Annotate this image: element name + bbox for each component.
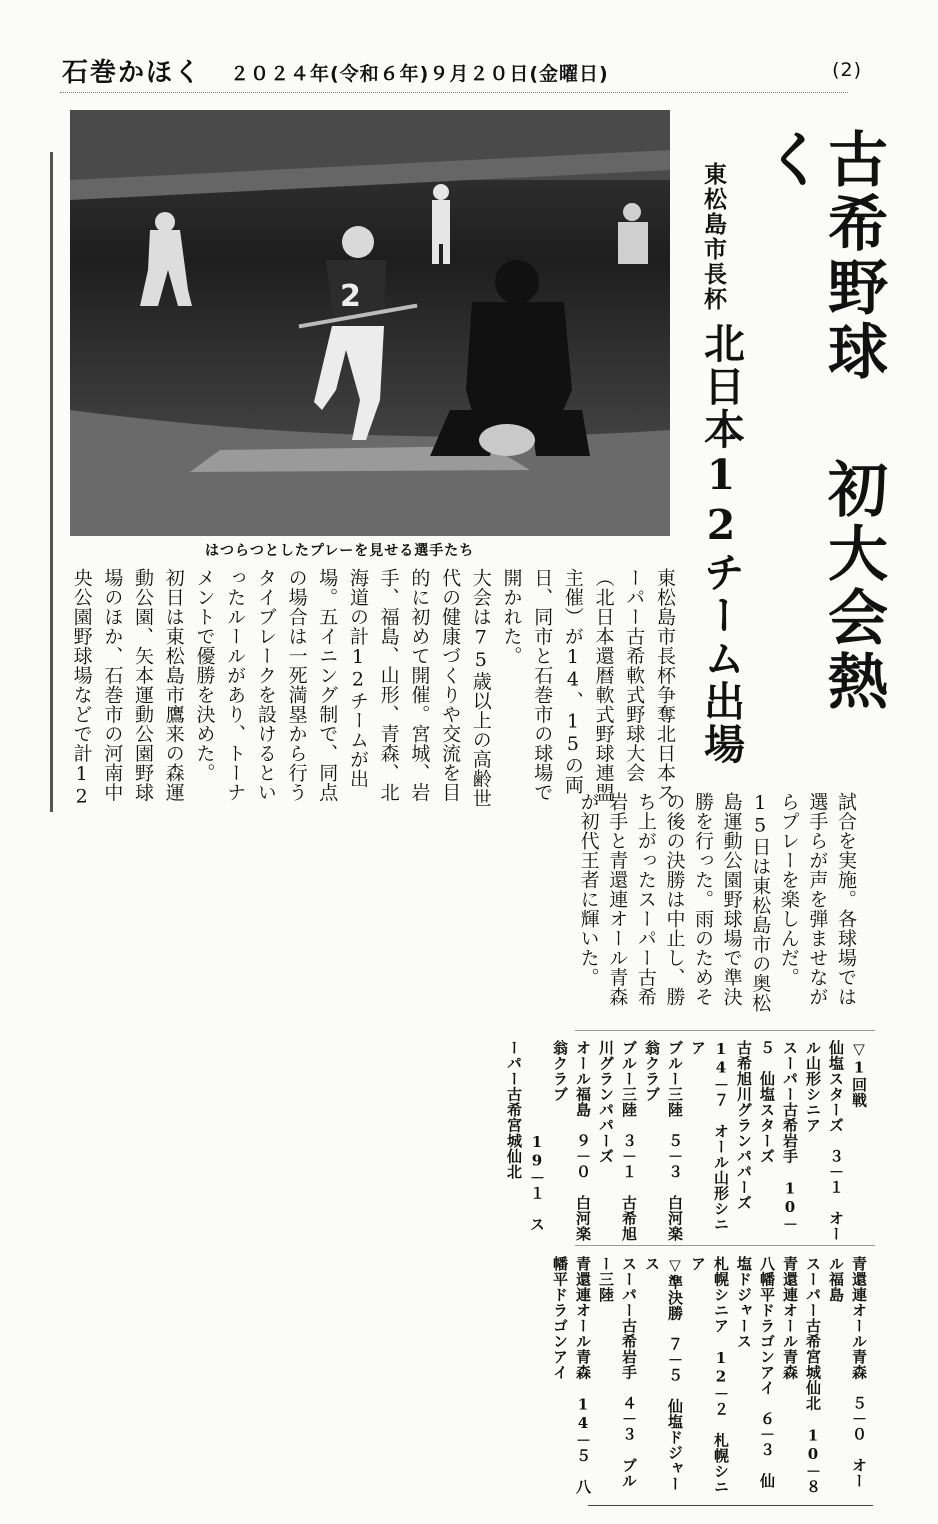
result-line: 仙塩スターズ ３－１ オール山形シニア bbox=[804, 1040, 845, 1242]
result-line: オール福島 ９－０ 白河楽翁クラブ bbox=[551, 1040, 592, 1242]
result-line: ▽準決勝 ７－５ 仙塩ドジャース bbox=[643, 1256, 684, 1492]
result-line: 八幡平ドラゴンアイ ６－３ 仙塩ドジャース bbox=[735, 1256, 776, 1489]
baseball-scene-image bbox=[70, 110, 670, 536]
news-photo bbox=[70, 110, 670, 536]
article-paragraph: 初日は東松島市鷹来の森運動公園、矢本運動公園野球場のほか、石巻市の河南中央公園野球場などで計12 bbox=[70, 568, 185, 808]
result-line: スーパー古希宮城仙北 10－８ 青還連オール青森 bbox=[781, 1256, 822, 1510]
headline-sub: 東松島市長杯 bbox=[700, 162, 727, 312]
result-line: 青還連オール青森 ５－０ オール福島 bbox=[827, 1256, 868, 1489]
photo-caption: はつらつとしたプレーを見せる選手たち bbox=[205, 543, 475, 559]
issue-date: ２０２４年(令和６年)９月２０日(金曜日) bbox=[230, 63, 609, 85]
results-block-1 bbox=[505, 1040, 870, 1245]
result-line: 古希旭川グランパパーズ 14－７ オール山形シニア bbox=[689, 1040, 753, 1232]
article-paragraph: 東松島市長杯争奪北日本スーパー古希軟式野球大会（北日本還暦軟式野球連盟主催）が14、15の両日、同市と石巻市の球場で開かれた。 bbox=[500, 568, 676, 802]
article-continuation bbox=[577, 792, 860, 1024]
newspaper-name: 石巻かほく bbox=[62, 58, 203, 88]
page-number: (2) bbox=[832, 59, 862, 81]
results-divider bbox=[575, 1245, 875, 1246]
results-divider bbox=[575, 1030, 875, 1031]
article-body bbox=[70, 568, 680, 808]
result-line: ブルー三陸 ５－３ 白河楽翁クラブ bbox=[643, 1040, 684, 1242]
masthead bbox=[62, 50, 862, 90]
result-line: スーパー古希岩手 ４－３ ブルー三陸 bbox=[597, 1256, 638, 1489]
jersey-number: 2 bbox=[340, 279, 361, 314]
article-paragraph: 試合を実施。各球場では選手らが声を弾ませながらプレーを楽しんだ。 bbox=[777, 792, 857, 1007]
headline-main: 古希野球 初大会熱く bbox=[755, 128, 888, 714]
masthead-divider bbox=[60, 92, 848, 93]
result-line: スーパー古希岩手 10－５ 仙塩スターズ bbox=[758, 1040, 799, 1232]
headline-sub2: 北日本12チーム出場 bbox=[697, 322, 745, 766]
result-line: ▽1回戦 bbox=[850, 1040, 868, 1108]
result-line: ブルー三陸 ３－１ 古希旭川グランパパーズ bbox=[597, 1040, 638, 1242]
article-left-border bbox=[50, 152, 53, 812]
results-block-2 bbox=[551, 1256, 870, 1510]
bottom-divider bbox=[588, 1505, 873, 1506]
result-line: 19－１ スーパー古希宮城仙北 bbox=[505, 1040, 546, 1232]
article-paragraph: 大会は75歳以上の高齢世代の健康づくりや交流を目的に初めて開催。宮城、岩手、福島、山形、青森、北海道の計12チームが出場。五イニング制で、同点の場合は一死満塁から行うタイブレークを設けるといったルールがあり、トーナメントで優勝を決めた。 bbox=[193, 568, 492, 808]
article-paragraph: 15日は東松島市の奥松島運動公園野球場で準決勝を行った。雨のためその後の決勝は中止し、勝ち上がったスーパー古希岩手と青還連オール青森が初代王者に輝いた。 bbox=[577, 792, 772, 1013]
result-line: 青還連オール青森 14－５ 八幡平ドラゴンアイ bbox=[551, 1256, 592, 1495]
result-line: 札幌シニア 12－２ 札幌シニア bbox=[689, 1256, 730, 1495]
